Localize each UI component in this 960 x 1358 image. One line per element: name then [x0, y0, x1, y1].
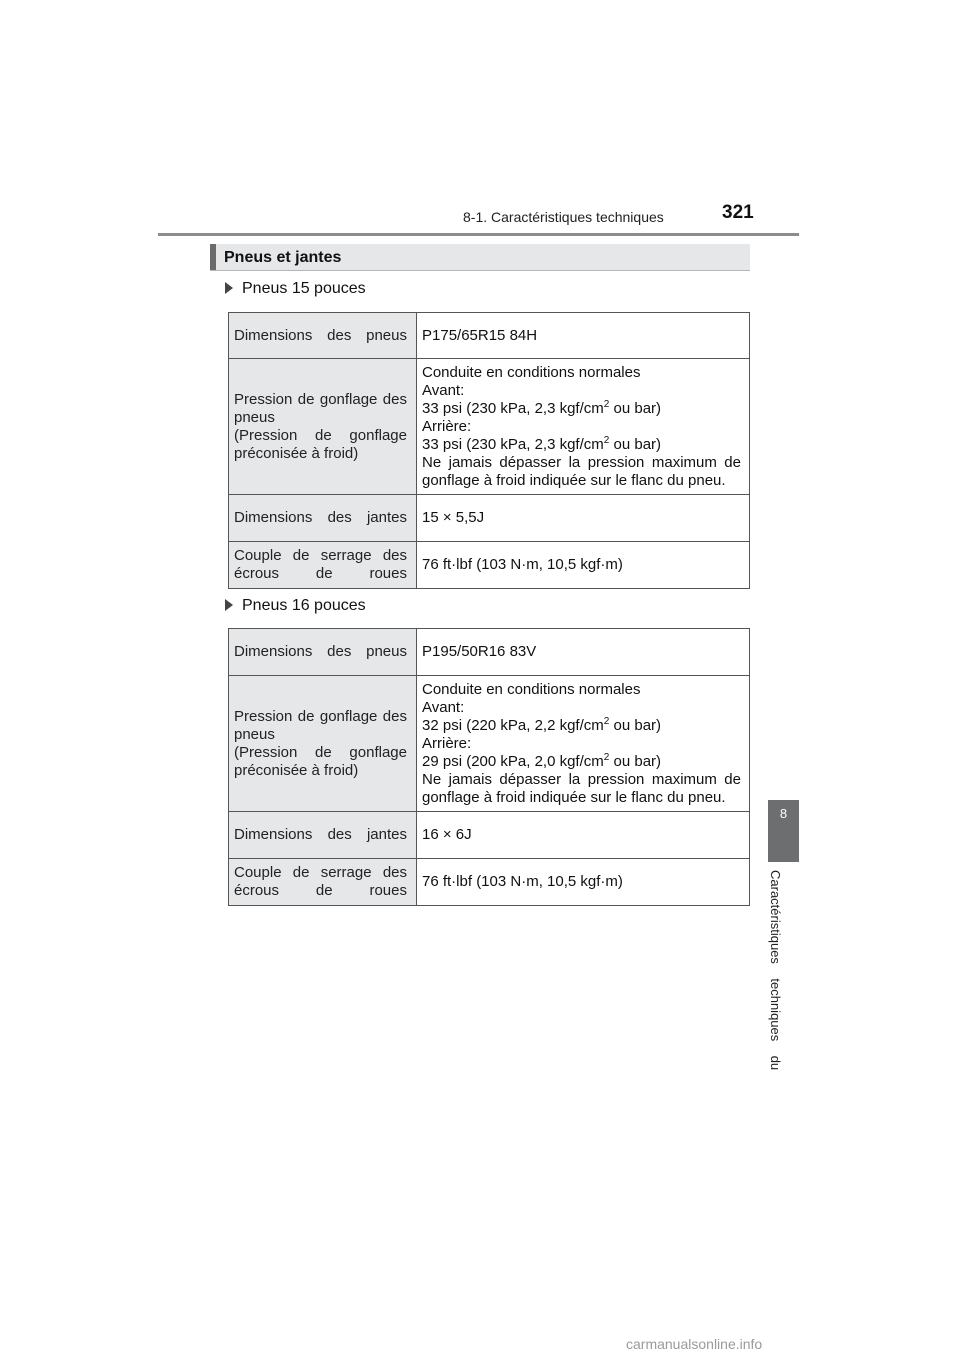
warning-line1: Ne jamais dépasser la pression maximum de [422, 453, 741, 471]
rear-value-unit: ou bar) [609, 435, 662, 453]
rear-label: Arrière: [422, 417, 472, 435]
table-row [229, 542, 750, 589]
front-value-unit: ou bar) [609, 399, 662, 417]
tire-size-value: P195/50R16 83V [417, 629, 750, 676]
wheel-size-value: 15 × 5,5J [417, 495, 750, 542]
sub-heading-16 [225, 597, 366, 615]
exponent: 2 [603, 434, 610, 446]
pressure-label-line1: Pression de gonflage des pneus [234, 707, 407, 743]
chapter-tab [768, 800, 799, 862]
sub-heading-text: Pneus 16 pouces [242, 597, 366, 614]
tire-spec-table-15 [228, 312, 750, 589]
tire-size-value: P175/65R15 84H [417, 313, 750, 359]
front-label: Avant: [422, 698, 465, 716]
torque-label: Couple de serrage des écrous de roues [229, 542, 417, 589]
chapter-side-label: Caractéristiques techniques du [768, 870, 783, 1071]
wheel-size-value: 16 × 6J [417, 812, 750, 859]
header-section-title: 8-1. Caractéristiques techniques [463, 209, 664, 225]
page-number: 321 [722, 202, 754, 223]
pressure-label-line1: Pression de gonflage des pneus [234, 390, 407, 426]
sub-heading-text: Pneus 15 pouces [242, 280, 366, 297]
wheel-size-label: Dimensions des jantes [229, 812, 417, 859]
front-label: Avant: [422, 381, 465, 399]
pressure-label [229, 676, 417, 812]
chapter-number: 8 [779, 806, 788, 821]
table-row [229, 676, 750, 812]
wheel-size-label: Dimensions des jantes [229, 495, 417, 542]
table-row [229, 313, 750, 359]
front-value-unit: ou bar) [609, 716, 662, 734]
watermark: carmanualsonline.info [626, 1336, 763, 1352]
header-rule [158, 233, 799, 236]
section-title: Pneus et jantes [224, 249, 342, 266]
triangle-bullet-icon [225, 599, 233, 611]
front-value [422, 400, 741, 418]
pressure-label-line2: (Pression de gonflage préconisée à froid) [234, 743, 407, 779]
pressure-value [417, 359, 750, 495]
exponent: 2 [603, 398, 610, 410]
pressure-condition: Conduite en conditions normales [422, 680, 641, 698]
front-value-main: 33 psi (230 kPa, 2,3 kgf/cm [422, 399, 604, 417]
section-title-bar [210, 244, 750, 271]
triangle-bullet-icon [225, 282, 233, 294]
table-row [229, 359, 750, 495]
pressure-label [229, 359, 417, 495]
pressure-label-line2: (Pression de gonflage préconisée à froid) [234, 426, 407, 462]
warning-line2: gonflage à froid indiquée sur le flanc du pneu. [422, 471, 726, 489]
tire-size-label: Dimensions des pneus [229, 629, 417, 676]
pressure-value [417, 676, 750, 812]
table-row [229, 859, 750, 906]
table-row [229, 495, 750, 542]
rear-value-unit: ou bar) [609, 752, 662, 770]
torque-value: 76 ft·lbf (103 N·m, 10,5 kgf·m) [417, 859, 750, 906]
rear-value-main: 29 psi (200 kPa, 2,0 kgf/cm [422, 752, 604, 770]
exponent: 2 [603, 715, 610, 727]
tire-spec-table-16 [228, 628, 750, 906]
rear-value [422, 436, 741, 454]
pressure-condition: Conduite en conditions normales [422, 363, 641, 381]
torque-label: Couple de serrage des écrous de roues [229, 859, 417, 906]
table-row [229, 812, 750, 859]
front-value-main: 32 psi (220 kPa, 2,2 kgf/cm [422, 716, 604, 734]
warning-line2: gonflage à froid indiquée sur le flanc du pneu. [422, 788, 726, 806]
rear-value [422, 753, 741, 771]
sub-heading-15 [225, 280, 366, 298]
rear-label: Arrière: [422, 734, 472, 752]
title-accent [210, 244, 216, 270]
exponent: 2 [603, 751, 610, 763]
tire-size-label: Dimensions des pneus [229, 313, 417, 359]
torque-value: 76 ft·lbf (103 N·m, 10,5 kgf·m) [417, 542, 750, 589]
warning-line1: Ne jamais dépasser la pression maximum de [422, 770, 741, 788]
front-value [422, 717, 741, 735]
rear-value-main: 33 psi (230 kPa, 2,3 kgf/cm [422, 435, 604, 453]
table-row [229, 629, 750, 676]
